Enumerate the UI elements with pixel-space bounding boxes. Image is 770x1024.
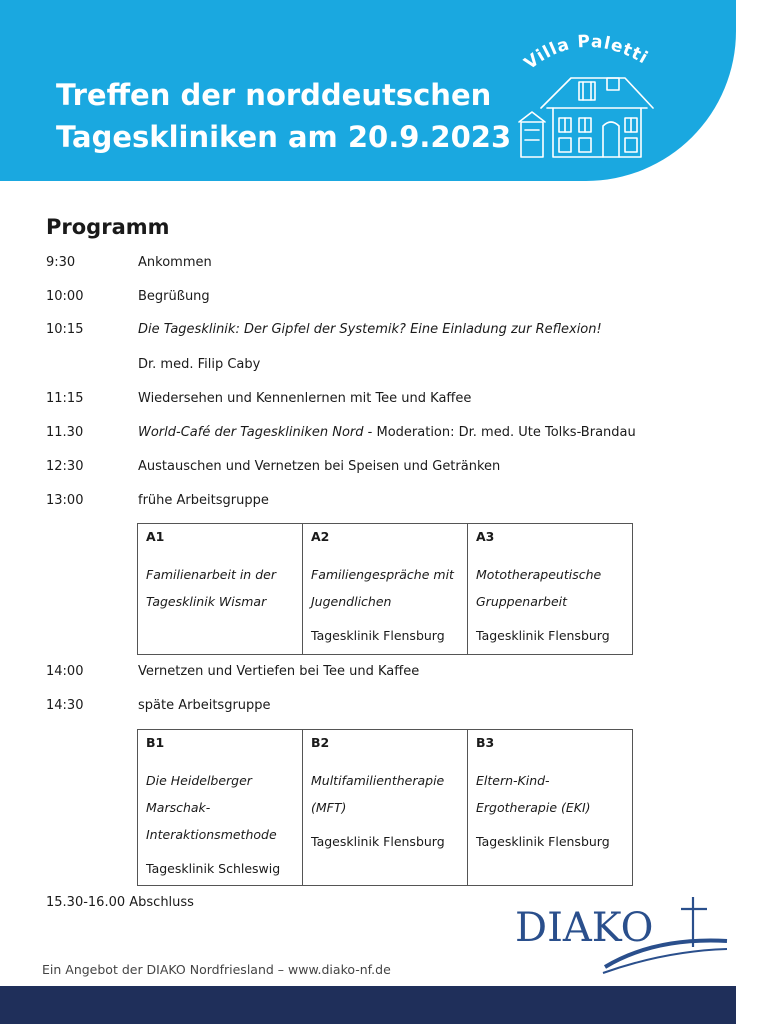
worldcafe-moderation: - Moderation: Dr. med. Ute Tolks-Brandau	[363, 425, 636, 440]
workgroup-cell	[138, 524, 303, 655]
logo-text: Villa Paletti	[520, 31, 652, 74]
workgroup-title-line: Familiengespräche mit	[311, 567, 454, 582]
workgroup-code: B2	[311, 735, 330, 750]
workgroup-title-line: (MFT)	[311, 800, 347, 815]
schedule-desc: späte Arbeitsgruppe	[138, 698, 271, 713]
workgroup-location: Tagesklinik Flensburg	[476, 628, 610, 643]
footer-bar	[0, 986, 736, 1024]
workgroup-title-line: Jugendlichen	[311, 594, 392, 609]
header-banner	[0, 0, 736, 181]
schedule-time: 10:00	[46, 289, 84, 304]
svg-text:Villa Paletti	[521, 32, 652, 74]
worldcafe-title: World-Café der Tageskliniken Nord	[138, 425, 364, 440]
schedule-desc: Austauschen und Vernetzen bei Speisen und Getränken	[138, 459, 501, 474]
workgroup-title-line: Interaktionsmethode	[146, 827, 277, 842]
programm-heading: Programm	[46, 215, 170, 239]
villa-paletti-logo	[513, 22, 663, 170]
schedule-time: 13:00	[46, 493, 84, 508]
closing-line: 15.30-16.00 Abschluss	[46, 895, 194, 910]
workgroup-cell	[303, 524, 468, 655]
page-title	[56, 74, 511, 158]
title-line-1: Treffen der norddeutschen	[56, 78, 492, 112]
schedule-time: 11:15	[46, 391, 84, 406]
schedule-time: 10:15	[46, 322, 84, 337]
diako-wordmark: DIAKO	[515, 905, 654, 951]
schedule-desc: Die Tagesklinik: Der Gipfel der Systemik? Eine Einladung zur Reflexion!	[138, 322, 602, 337]
schedule-desc	[138, 425, 636, 440]
workgroup-location: Tagesklinik Flensburg	[311, 834, 445, 849]
diako-logo	[515, 895, 730, 975]
title-line-2: Tageskliniken am 20.9.2023	[56, 120, 512, 154]
schedule-time: 11.30	[46, 425, 84, 440]
workgroup-title-line: Die Heidelberger	[146, 773, 252, 788]
schedule-time: 14:00	[46, 664, 84, 679]
footer-text: Ein Angebot der DIAKO Nordfriesland – www.diako-nf.de	[42, 962, 391, 977]
schedule-desc: Wiedersehen und Kennenlernen mit Tee und Kaffee	[138, 391, 472, 406]
speaker-name: Dr. med. Filip Caby	[138, 357, 261, 372]
workgroup-cell	[138, 730, 303, 886]
workgroup-code: A2	[311, 529, 330, 544]
schedule-desc: Ankommen	[138, 255, 212, 270]
schedule-desc: Vernetzen und Vertiefen bei Tee und Kaffee	[138, 664, 420, 679]
workgroup-table-a	[137, 523, 633, 655]
schedule-time: 14:30	[46, 698, 84, 713]
schedule-desc: frühe Arbeitsgruppe	[138, 493, 269, 508]
workgroup-location: Tagesklinik Flensburg	[311, 628, 445, 643]
workgroup-code: B1	[146, 735, 165, 750]
workgroup-code: A3	[476, 529, 495, 544]
workgroup-title-line: Mototherapeutische	[476, 567, 602, 582]
workgroup-title-line: Eltern-Kind-	[476, 773, 550, 788]
workgroup-cell	[468, 730, 633, 886]
workgroup-title-line: Multifamilientherapie	[311, 773, 445, 788]
workgroup-title-line: Ergotherapie (EKI)	[476, 800, 591, 815]
workgroup-title-line: Marschak-	[146, 800, 211, 815]
schedule-time: 12:30	[46, 459, 84, 474]
schedule-time: 9:30	[46, 255, 76, 270]
workgroup-location: Tagesklinik Flensburg	[476, 834, 610, 849]
schedule-desc: Begrüßung	[138, 289, 210, 304]
workgroup-title-line: Gruppenarbeit	[476, 594, 568, 609]
workgroup-table-b	[137, 729, 633, 886]
workgroup-cell	[303, 730, 468, 886]
workgroup-code: A1	[146, 529, 165, 544]
workgroup-code: B3	[476, 735, 495, 750]
workgroup-title-line: Tagesklinik Wismar	[146, 594, 267, 609]
workgroup-title-line: Familienarbeit in der	[146, 567, 276, 582]
workgroup-cell	[468, 524, 633, 655]
workgroup-location: Tagesklinik Schleswig	[146, 861, 281, 876]
